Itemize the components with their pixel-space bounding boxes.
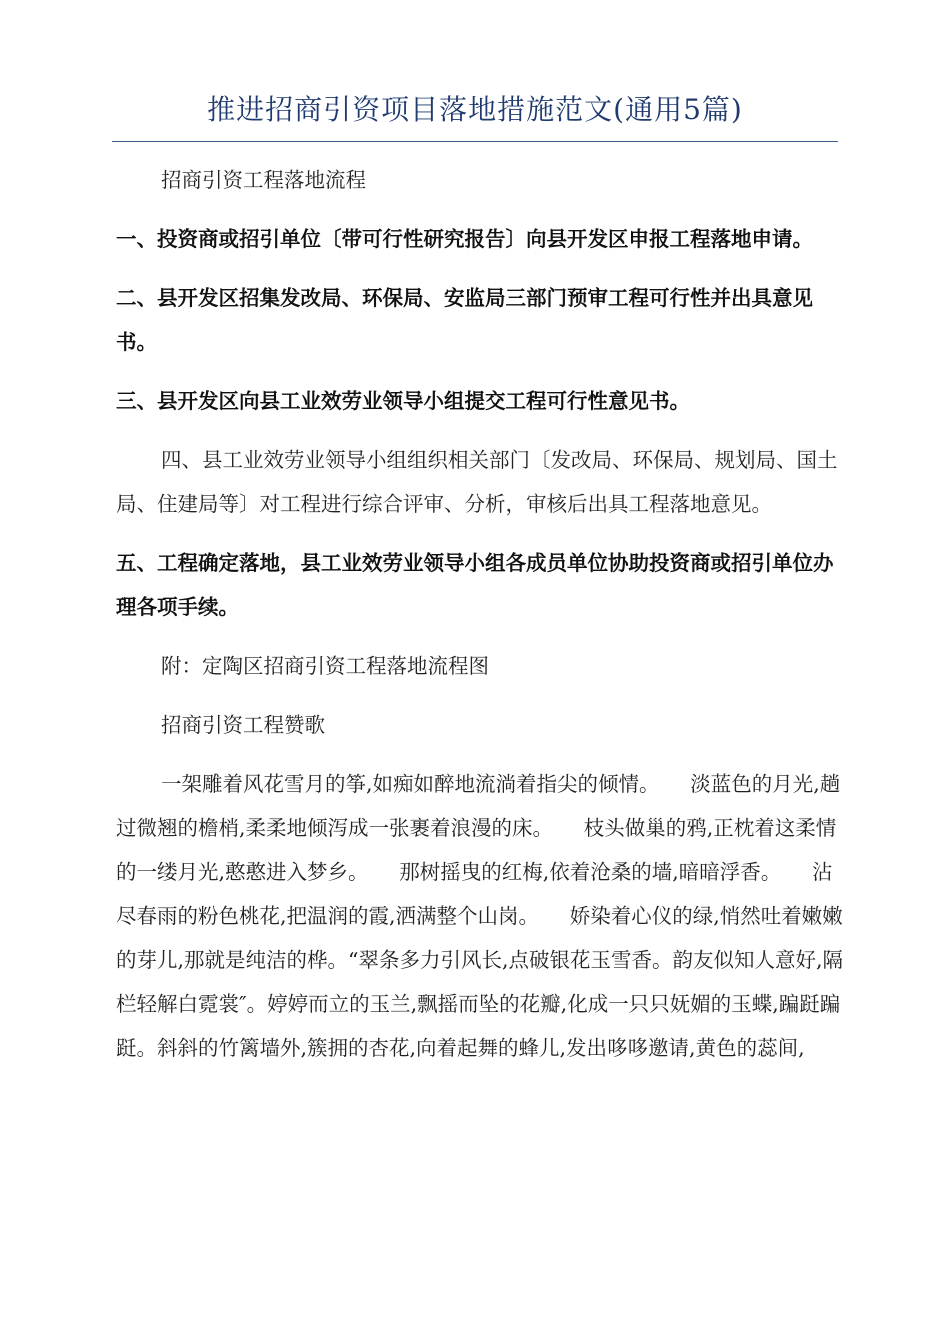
paragraph-8: 招商引资工程赞歌 (161, 713, 325, 737)
paragraph-2: 一、投资商或招引单位〔带可行性研究报告〕向县开发区申报工程落地申请。 (116, 227, 813, 251)
paragraph-7: 附：定陶区招商引资工程落地流程图 (161, 654, 489, 678)
document-body (116, 158, 846, 1070)
title-divider (112, 141, 838, 142)
paragraph-1: 招商引资工程落地流程 (161, 168, 366, 192)
document-title: 推进招商引资项目落地措施范文(通用5篇) (207, 93, 743, 126)
paragraph-3: 二、县开发区招集发改局、环保局、安监局三部门预审工程可行性并出具意见书。 (116, 286, 813, 354)
paragraph-6: 五、工程确定落地，县工业效劳业领导小组各成员单位协助投资商或招引单位办理各项手续。 (116, 551, 834, 619)
poem-paragraph: 一架雕着风花雪月的筝,如痴如醉地流淌着指尖的倾情。 淡蓝色的月光,趟过微翘的檐梢,柔柔地倾泻成一张裹着浪漫的床。 枝头做巢的鸦,正枕着这柔情的一缕月光,憨憨进入梦乡。 那树摇曳的红梅,依着沧桑的墙,暗暗浮香。 沾尽春雨的粉色桃花,把温润的霞,洒满整个山岗。 娇染着心仪的绿,悄然吐着嫩嫩的芽儿,那就是纯洁的桦。“翠条多力引风长,点破银花玉雪香。韵友似知人意好,隔栏轻解白霓裳″。婷婷而立的玉兰,飘摇而坠的花瓣,化成一只只妩媚的玉蝶,蹁跹蹁跹。斜斜的竹篱墙外,簇拥的杏花,向着起舞的蜂儿,发出哆哆邀请,黄色的蕊间, (116, 772, 844, 1060)
paragraph-5: 四、县工业效劳业领导小组组织相关部门〔发改局、环保局、规划局、国土局、住建局等〕对工程进行综合评审、分析，审核后出具工程落地意见。 (116, 448, 838, 516)
paragraph-4: 三、县开发区向县工业效劳业领导小组提交工程可行性意见书。 (116, 389, 690, 413)
